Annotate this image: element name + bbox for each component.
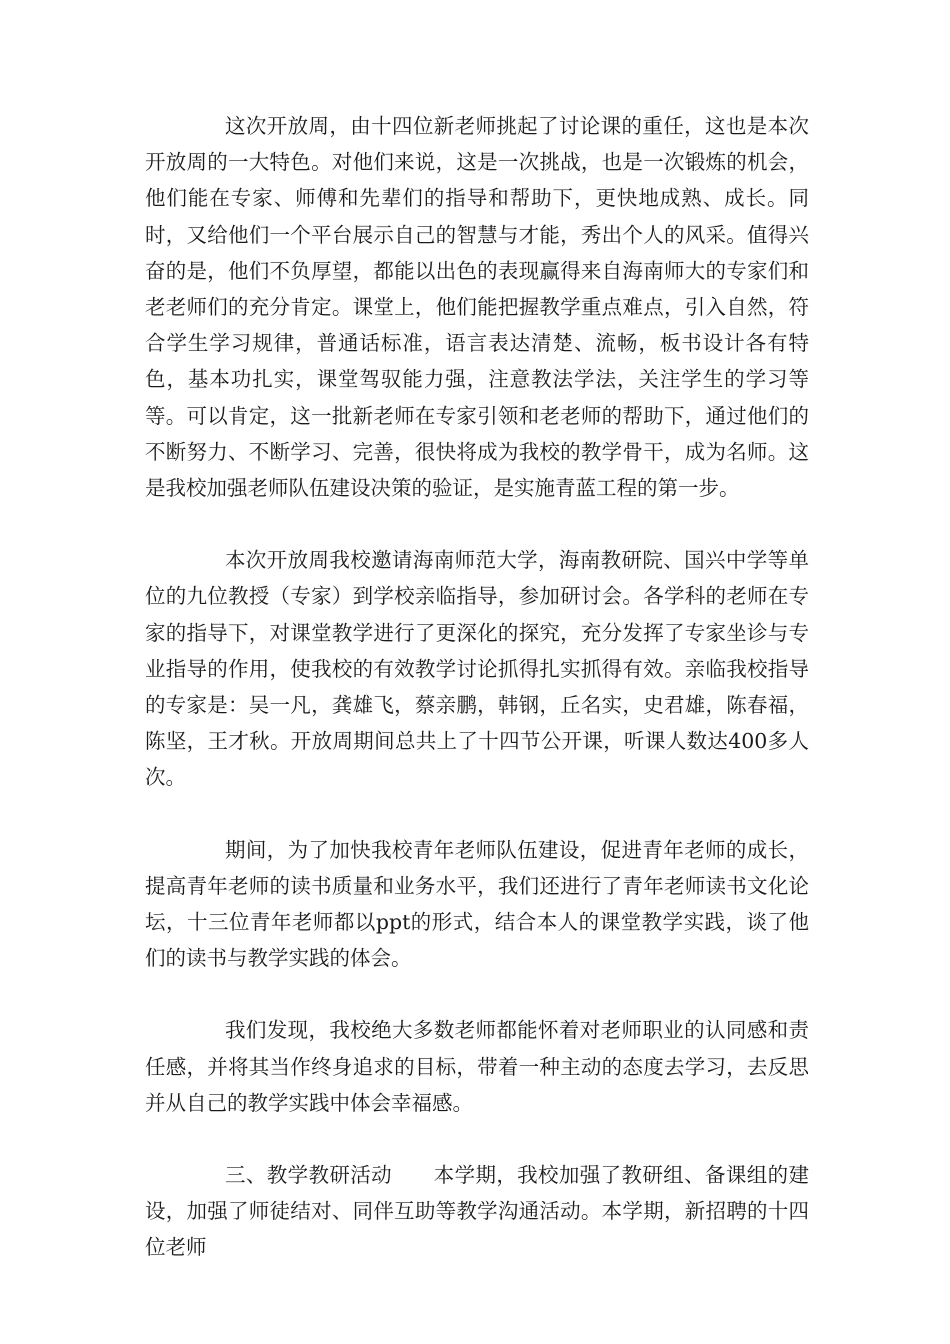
paragraph-reading-forum: 期间，为了加快我校青年老师队伍建设，促进青年老师的成长，提高青年老师的读书质量和业务水平，我们还进行了青年老师读书文化论坛，十三位青年老师都以ppt的形式，结合本人的课堂教学实践，谈了他们的读书与教学实践的体会。 (145, 837, 809, 971)
document-body (145, 108, 809, 1266)
paragraph-teacher-attitude: 我们发现，我校绝大多数老师都能怀着对老师职业的认同感和责任感，并将其当作终身追求的目标，带着一种主动的态度去学习，去反思并从自己的教学实践中体会幸福感。 (145, 1018, 809, 1115)
paragraph-teaching-research-activities: 三、教学教研活动 本学期，我校加强了教研组、备课组的建设，加强了师徒结对、同伴互助等教学沟通活动。本学期，新招聘的十四位老师 (145, 1163, 809, 1260)
paragraph-invited-experts: 本次开放周我校邀请海南师范大学，海南教研院、国兴中学等单位的九位教授（专家）到学校亲临指导，参加研讨会。各学科的老师在专家的指导下，对课堂教学进行了更深化的探究，充分发挥了专家坐诊与专业指导的作用，使我校的有效教学讨论抓得扎实抓得有效。亲临我校指导的专家是：吴一凡，龚雄飞，蔡亲鹏，韩钢，丘名实，史君雄，陈春福，陈坚，王才秋。开放周期间总共上了十四节公开课，听课人数达400多人次。 (145, 548, 809, 790)
paragraph-open-week-new-teachers: 这次开放周，由十四位新老师挑起了讨论课的重任，这也是本次开放周的一大特色。对他们来说，这是一次挑战，也是一次锻炼的机会，他们能在专家、师傅和先辈们的指导和帮助下，更快地成熟、成长。同时，又给他们一个平台展示自己的智慧与才能，秀出个人的风采。值得兴奋的是，他们不负厚望，都能以出色的表现赢得来自海南师大的专家们和老老师们的充分肯定。课堂上，他们能把握教学重点难点，引入自然，符合学生学习规律，普通话标准，语言表达清楚、流畅，板书设计各有特色，基本功扎实，课堂驾驭能力强，注意教法学法，关注学生的学习等等。可以肯定，这一批新老师在专家引领和老老师的帮助下，通过他们的不断努力、不断学习、完善，很快将成为我校的教学骨干，成为名师。这是我校加强老师队伍建设决策的验证，是实施青蓝工程的第一步。 (145, 114, 809, 501)
